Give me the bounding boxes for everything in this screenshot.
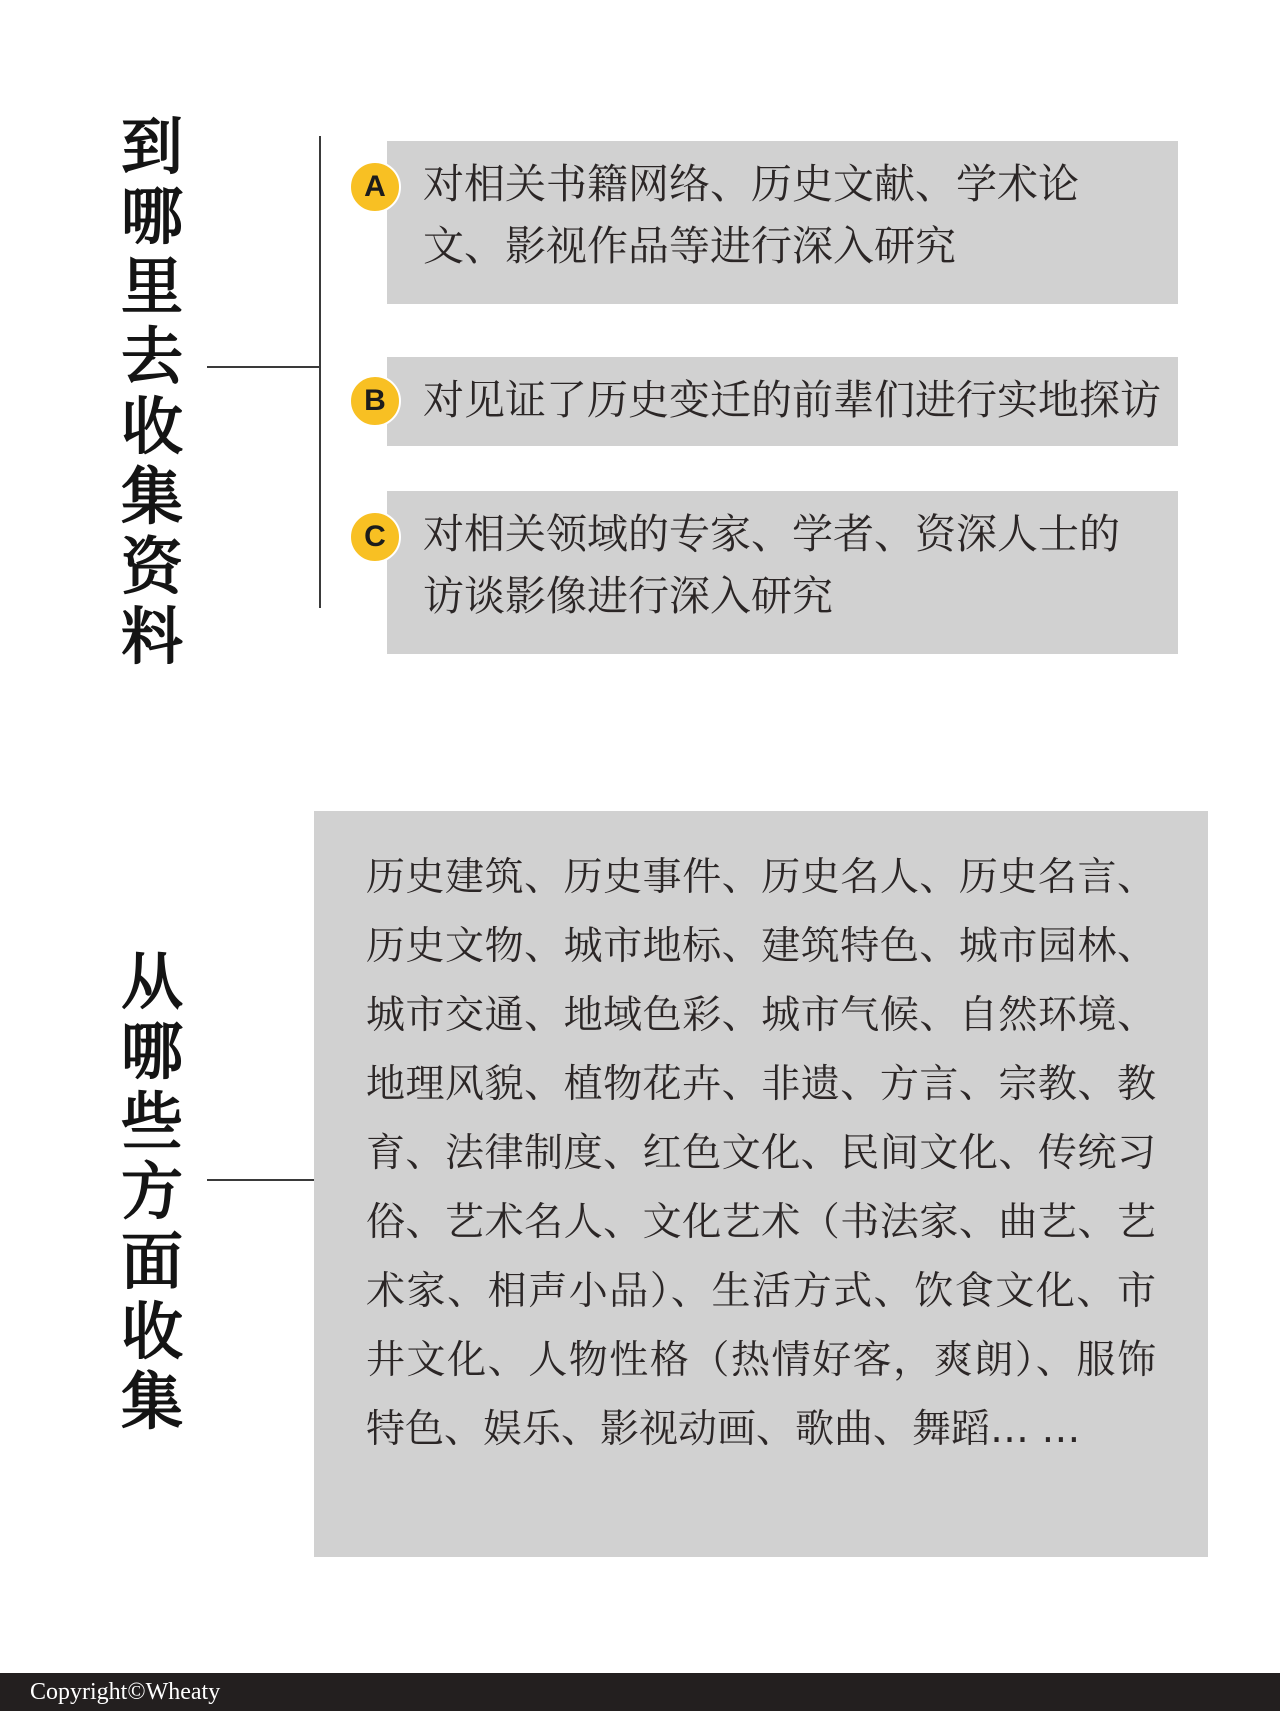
option-badge-c: C — [349, 511, 401, 563]
section-title-aspects: 从哪些方面收集 — [120, 945, 183, 1438]
footer-bar — [0, 1673, 1280, 1711]
option-badge-b: B — [349, 375, 401, 427]
option-text-b: 对见证了历史变迁的前辈们进行实地探访 — [423, 376, 1161, 424]
option-box-b — [364, 357, 1178, 446]
option-badge-a: A — [349, 161, 401, 213]
option-text-a: 对相关书籍网络、历史文献、学术论文、影视作品等进行深入研究 — [423, 160, 1079, 270]
copyright-text: Copyright©Wheaty — [30, 1679, 221, 1705]
option-text-c: 对相关领域的专家、学者、资深人士的访谈影像进行深入研究 — [423, 510, 1120, 620]
connector-line-aspects — [207, 1179, 320, 1181]
connector-line-where — [207, 366, 320, 368]
bracket-vertical-line — [319, 136, 321, 608]
aspects-text: 历史建筑、历史事件、历史名人、历史名言、历史文物、城市地标、建筑特色、城市园林、城市交通、地域色彩、城市气候、自然环境、地理风貌、植物花卉、非遗、方言、宗教、教育、法律制度、红色文化、民间文化、传统习俗、艺术名人、文化艺术（书法家、曲艺、艺术家、相声小品）、生活方式、饮食文化、市井文化、人物性格（热情好客，爽朗）、服饰特色、娱乐、影视动画、歌曲、舞蹈… … — [366, 855, 1156, 1452]
option-box-a — [364, 141, 1178, 304]
section-title-where: 到哪里去收集资料 — [120, 110, 183, 673]
option-box-c — [364, 491, 1178, 654]
aspects-box — [314, 811, 1208, 1557]
